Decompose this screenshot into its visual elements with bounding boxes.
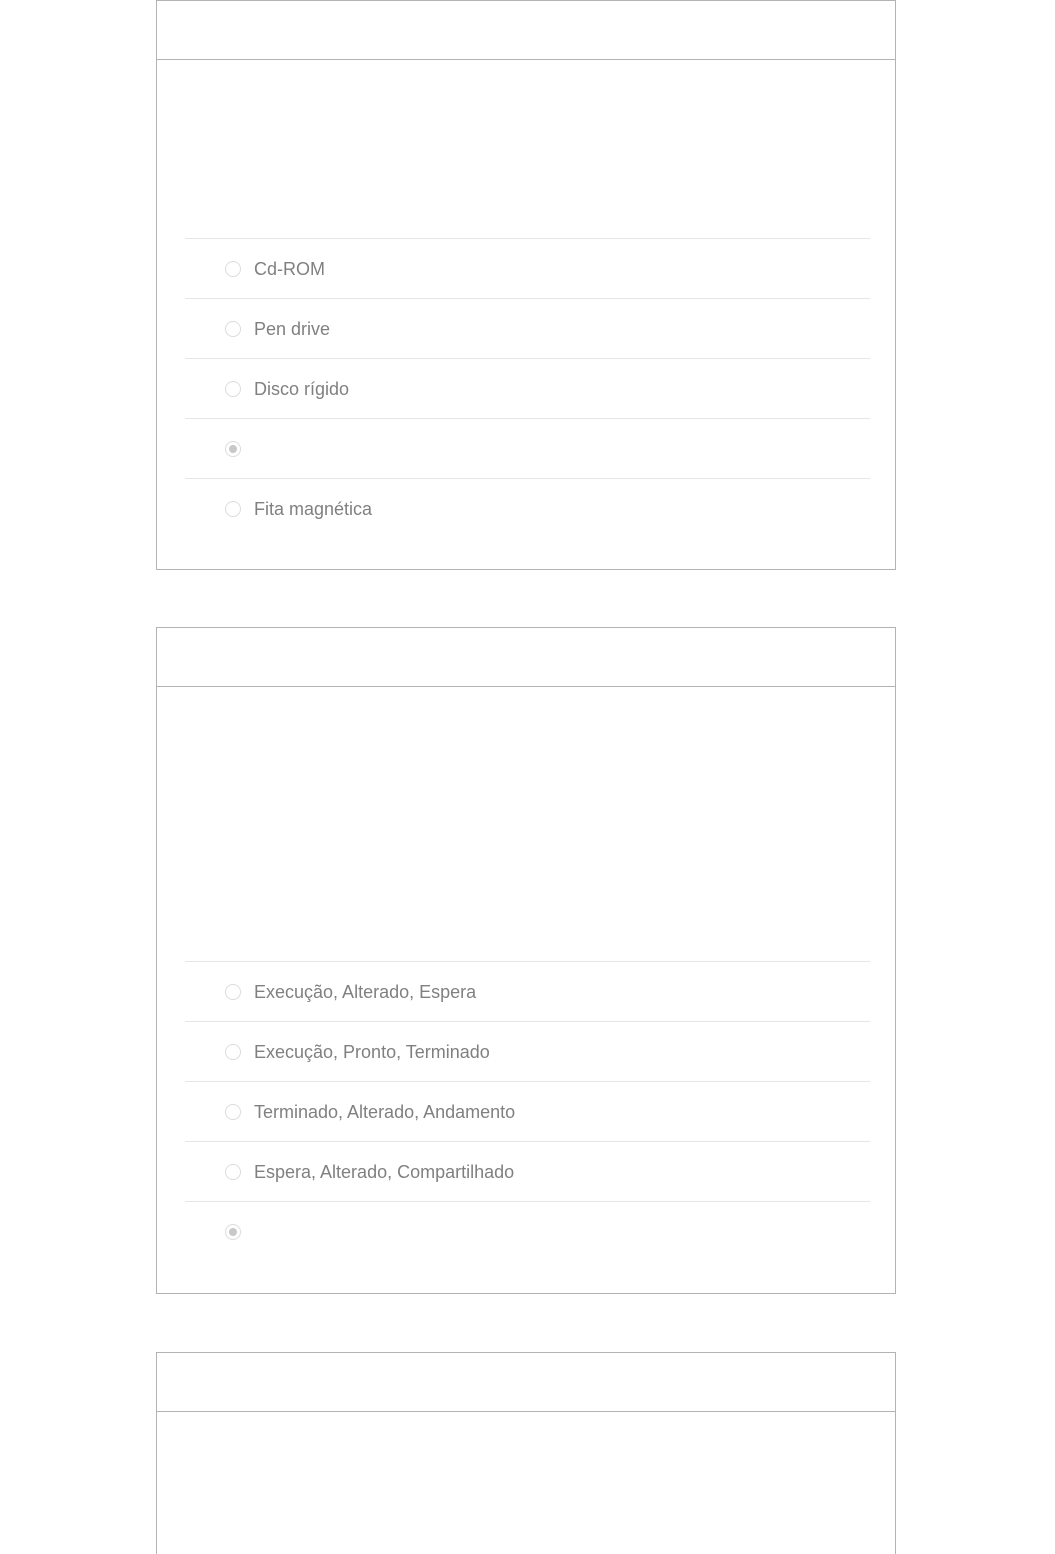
radio-button[interactable] — [225, 1164, 241, 1180]
radio-button-checked[interactable] — [225, 441, 241, 457]
answer-option-label: Pen drive — [254, 318, 331, 339]
question-header — [157, 1, 895, 60]
question-card-1 — [156, 0, 896, 570]
answer-option-selected[interactable] — [185, 1201, 870, 1261]
question-header — [157, 1353, 895, 1412]
answer-option[interactable] — [185, 298, 870, 358]
radio-button[interactable] — [225, 321, 241, 337]
answer-option[interactable] — [185, 1021, 870, 1081]
answer-option-label: Execução, Alterado, Espera — [254, 981, 477, 1002]
answer-option[interactable] — [185, 1081, 870, 1141]
answer-option-label: Cd-ROM — [254, 258, 325, 279]
answer-option[interactable] — [185, 1141, 870, 1201]
answer-option[interactable] — [185, 478, 870, 538]
answer-option-label: Disco rígido — [254, 378, 350, 399]
question-card-3 — [156, 1352, 896, 1554]
radio-button-checked[interactable] — [225, 1224, 241, 1240]
radio-button[interactable] — [225, 984, 241, 1000]
radio-button[interactable] — [225, 501, 241, 517]
radio-button[interactable] — [225, 261, 241, 277]
answer-option-label: Execução, Pronto, Terminado — [254, 1041, 490, 1062]
answer-option-label: Fita magnética — [254, 498, 373, 519]
question-card-2 — [156, 627, 896, 1294]
answer-option-label: Terminado, Alterado, Andamento — [254, 1101, 516, 1122]
radio-button[interactable] — [225, 1044, 241, 1060]
radio-button[interactable] — [225, 381, 241, 397]
answer-option[interactable] — [185, 961, 870, 1021]
answer-option-selected[interactable] — [185, 418, 870, 478]
radio-button[interactable] — [225, 1104, 241, 1120]
answer-options — [185, 238, 870, 538]
answer-option[interactable] — [185, 358, 870, 418]
answer-option[interactable] — [185, 238, 870, 298]
question-header — [157, 628, 895, 687]
answer-option-label: Espera, Alterado, Compartilhado — [254, 1161, 515, 1182]
answer-options — [185, 961, 870, 1261]
